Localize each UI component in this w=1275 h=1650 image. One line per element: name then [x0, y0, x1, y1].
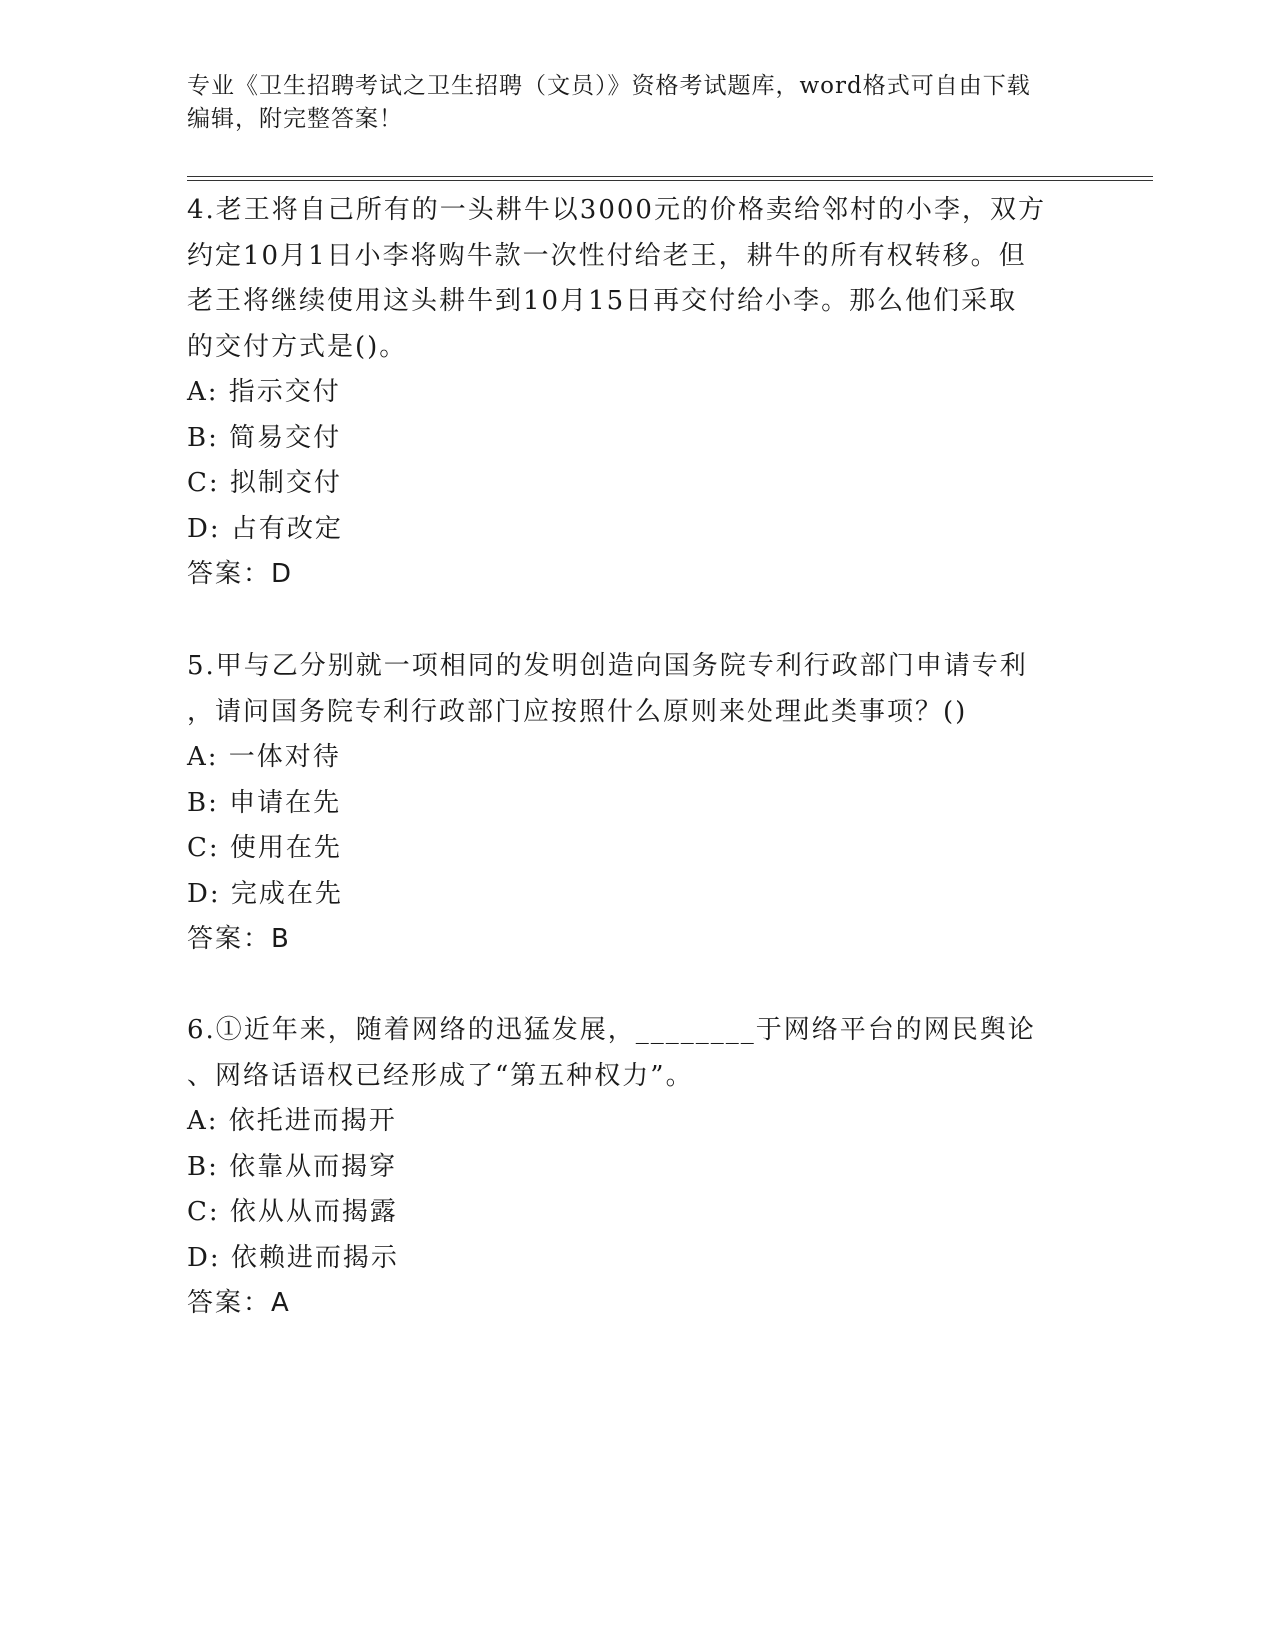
option-d: D: 占有改定: [187, 513, 343, 544]
header-line-1: 专业《卫生招聘考试之卫生招聘（文员）》资格考试题库，word格式可自由下载: [187, 73, 1031, 99]
question-stem: [187, 1008, 1087, 1099]
answer-line: 答案：D: [187, 559, 294, 589]
question-stem-line: 老王将继续使用这头耕牛到10月15日再交付给小李。那么他们采取: [187, 286, 1018, 316]
question-stem-line: 的交付方式是()。: [187, 331, 408, 362]
question-item: [187, 644, 1087, 963]
question-stem-line: 4.老王将自己所有的一头耕牛以3000元的价格卖给邻村的小李，双方: [187, 195, 1046, 225]
option-d: D: 完成在先: [187, 878, 343, 909]
question-item: [187, 1008, 1087, 1327]
answer-line: 答案：B: [187, 924, 291, 954]
document-header: [187, 70, 1087, 136]
question-stem-line: 、网络话语权已经形成了“第五种权力”。: [187, 1060, 694, 1091]
option-b: B: 简易交付: [187, 422, 342, 453]
question-stem-line: ，请问国务院专利行政部门应按照什么原则来处理此类事项？(): [187, 696, 968, 727]
question-stem: [187, 188, 1087, 370]
question-stem-line: 6.①近年来，随着网络的迅猛发展，________于网络平台的网民舆论: [187, 1015, 1036, 1045]
option-a: A: 一体对待: [187, 742, 341, 772]
option-a: A: 指示交付: [187, 377, 341, 407]
question-stem-line: 约定10月1日小李将购牛款一次性付给老王，耕牛的所有权转移。但: [187, 240, 1027, 271]
option-a: A: 依托进而揭开: [187, 1106, 397, 1136]
option-d: D: 依赖进而揭示: [187, 1242, 399, 1273]
question-stem-line: 5.甲与乙分别就一项相同的发明创造向国务院专利行政部门申请专利: [187, 651, 1028, 681]
option-c: C: 依从从而揭露: [187, 1197, 398, 1227]
option-b: B: 依靠从而揭穿: [187, 1151, 398, 1182]
answer-line: 答案：A: [187, 1288, 291, 1318]
question-stem: [187, 644, 1087, 735]
option-c: C: 使用在先: [187, 833, 342, 863]
header-divider: [187, 176, 1153, 181]
option-b: B: 申请在先: [187, 787, 342, 818]
header-line-2: 编辑，附完整答案！: [187, 106, 403, 132]
option-c: C: 拟制交付: [187, 468, 342, 498]
question-item: [187, 188, 1087, 598]
